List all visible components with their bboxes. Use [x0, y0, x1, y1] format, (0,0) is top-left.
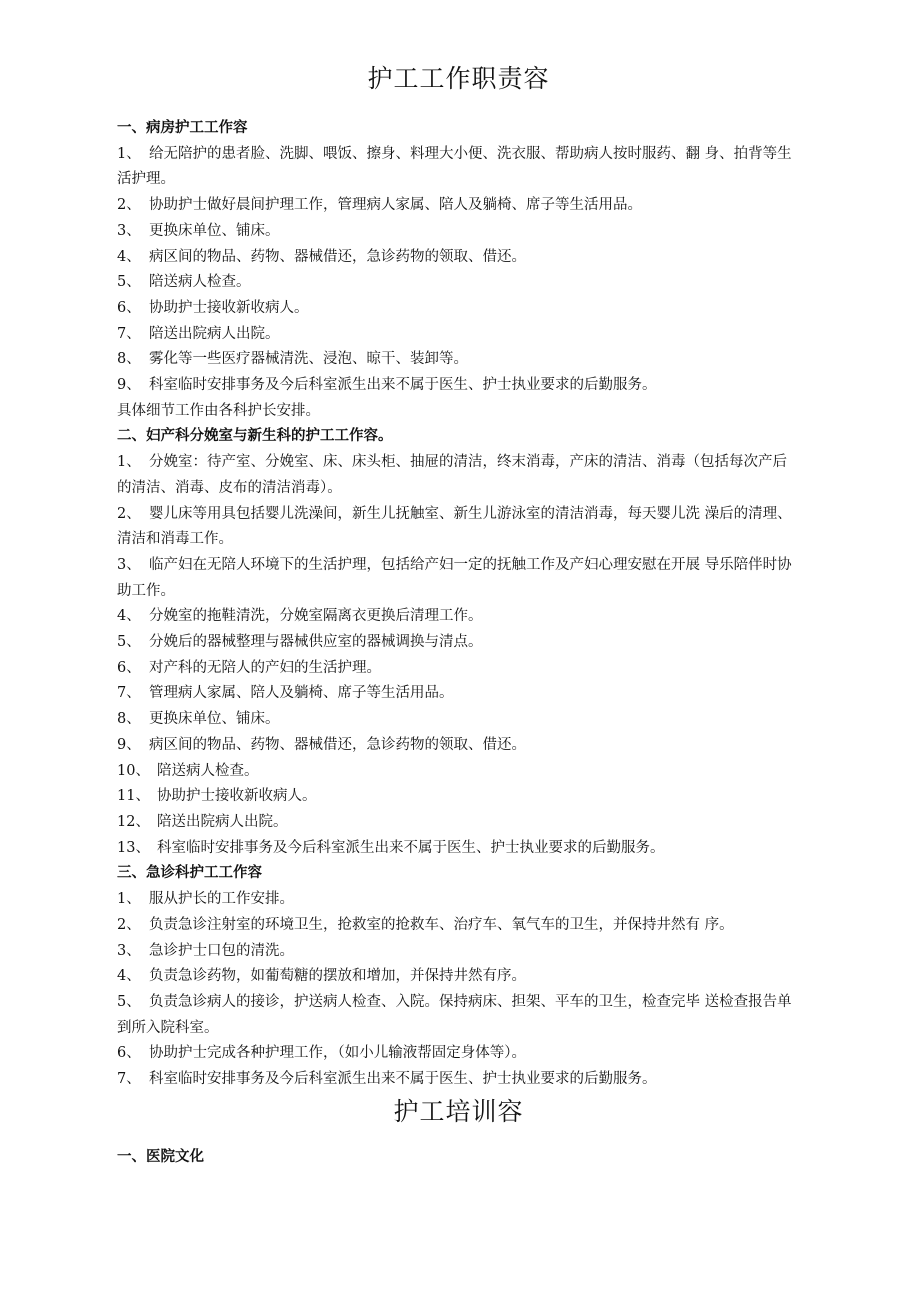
list-item: [117, 656, 800, 682]
list-item: [117, 604, 800, 630]
item-text: 更换床单位、铺床。: [149, 711, 280, 728]
item-text: 分娩室：待产室、分娩室、床、床头柜、抽屉的清洁，终末消毒，产床的清洁、消毒（包括每次产后的清洁、消毒、皮布的清洁消毒）。: [117, 454, 787, 496]
item-number: 6、: [117, 659, 141, 676]
item-text: 病区间的物品、药物、器械借还，急诊药物的领取、借还。: [149, 736, 526, 753]
item-number: 5、: [117, 993, 141, 1010]
section-heading: 二、妇产科分娩室与新生科的护工工作容。: [117, 428, 393, 445]
item-number: 5、: [117, 274, 141, 291]
list-item: [117, 193, 800, 219]
item-number: 3、: [117, 942, 141, 959]
list-item: [117, 964, 800, 990]
list-item: [117, 836, 800, 862]
item-number: 1、: [117, 145, 141, 162]
document-page: [117, 62, 800, 1170]
item-text: 负责急诊注射室的环境卫生，抢救室的抢救车、治疗车、氧气车的卫生，并保持井然有 序。: [149, 916, 734, 933]
item-text: 分娩室的拖鞋清洗，分娩室隔离衣更换后清理工作。: [149, 608, 483, 625]
list-item: [117, 1041, 800, 1067]
item-text: 服从护长的工作安排。: [149, 891, 294, 908]
item-number: 9、: [117, 377, 141, 394]
item-text: 病区间的物品、药物、器械借还，急诊药物的领取、借还。: [149, 248, 526, 265]
item-number: 3、: [117, 556, 141, 573]
list-item: [117, 681, 800, 707]
list-item: [117, 990, 800, 1041]
item-text: 雾化等一些医疗器械清洗、浸泡、晾干、装卸等。: [149, 351, 468, 368]
item-number: 7、: [117, 325, 141, 342]
list-item: [117, 245, 800, 271]
list-item: [117, 784, 800, 810]
list-item: [117, 759, 800, 785]
item-text: 科室临时安排事务及今后科室派生出来不属于医生、护士执业要求的后勤服务。: [157, 839, 665, 856]
item-number: 11、: [117, 788, 150, 805]
item-text: 负责急诊病人的接诊，护送病人检查、入院。保持病床、担架、平车的卫生，检查完毕 送检查报告单到所入院科室。: [117, 993, 792, 1036]
list-item: [117, 296, 800, 322]
list-item: [117, 810, 800, 836]
item-number: 8、: [117, 351, 141, 368]
list-item: [117, 1067, 800, 1093]
item-number: 5、: [117, 634, 141, 651]
item-text: 管理病人家属、陪人及躺椅、席子等生活用品。: [149, 685, 454, 702]
item-number: 3、: [117, 222, 141, 239]
item-text: 协助护士完成各种护理工作，（如小儿输液帮固定身体等）。: [149, 1045, 526, 1062]
item-number: 2、: [117, 197, 141, 214]
item-text: 协助护士做好晨间护理工作，管理病人家属、陪人及躺椅、席子等生活用品。: [149, 197, 642, 214]
list-item: [117, 502, 800, 553]
item-text: 科室临时安排事务及今后科室派生出来不属于医生、护士执业要求的后勤服务。: [149, 377, 657, 394]
list-item: [117, 553, 800, 604]
list-item: [117, 142, 800, 193]
list-item: [117, 707, 800, 733]
item-text: 对产科的无陪人的产妇的生活护理。: [149, 659, 381, 676]
item-text: 协助护士接收新收病人。: [149, 299, 309, 316]
item-number: 4、: [117, 248, 141, 265]
item-text: 陪送病人检查。: [149, 274, 251, 291]
section-note: 具体细节工作由各科护长安排。: [117, 402, 320, 419]
list-item: [117, 450, 800, 501]
item-number: 7、: [117, 1071, 141, 1088]
item-number: 4、: [117, 608, 141, 625]
item-number: 2、: [117, 505, 141, 522]
item-number: 4、: [117, 968, 141, 985]
item-text: 负责急诊药物，如葡萄糖的摆放和增加，并保持井然有序。: [149, 968, 526, 985]
page-title: 护工工作职责容: [367, 64, 550, 93]
item-number: 13、: [117, 839, 150, 856]
item-text: 分娩后的器械整理与器械供应室的器械调换与清点。: [149, 634, 483, 651]
list-item: [117, 887, 800, 913]
item-number: 6、: [117, 1045, 141, 1062]
item-number: 9、: [117, 736, 141, 753]
list-item: [117, 219, 800, 245]
list-item: [117, 630, 800, 656]
item-text: 更换床单位、铺床。: [149, 222, 280, 239]
item-number: 1、: [117, 454, 141, 471]
list-item: [117, 913, 800, 939]
item-text: 临产妇在无陪人环境下的生活护理，包括给产妇一定的抚触工作及产妇心理安慰在开展 导乐陪伴时协助工作。: [117, 556, 792, 599]
training-title: 护工培训容: [393, 1096, 524, 1126]
section-heading: 一、医院文化: [117, 1148, 204, 1165]
item-text: 给无陪护的患者脸、洗脚、喂饭、擦身、料理大小便、洗衣服、帮助病人按时服药、翻 身、拍背等生活护理。: [117, 145, 792, 188]
item-text: 婴儿床等用具包括婴儿洗澡间，新生儿抚触室、新生儿游泳室的清洁消毒，每天婴儿洗 澡后的清理、清洁和消毒工作。: [117, 505, 792, 548]
item-number: 12、: [117, 813, 150, 830]
item-text: 急诊护士口包的清洗。: [149, 942, 294, 959]
item-number: 6、: [117, 299, 141, 316]
item-number: 1、: [117, 891, 141, 908]
item-number: 7、: [117, 685, 141, 702]
item-text: 协助护士接收新收病人。: [157, 788, 317, 805]
list-item: [117, 322, 800, 348]
item-number: 10、: [117, 762, 150, 779]
list-item: [117, 733, 800, 759]
item-number: 2、: [117, 916, 141, 933]
list-item: [117, 373, 800, 399]
item-text: 科室临时安排事务及今后科室派生出来不属于医生、护士执业要求的后勤服务。: [149, 1071, 657, 1088]
item-text: 陪送病人检查。: [157, 762, 259, 779]
list-item: [117, 347, 800, 373]
item-text: 陪送出院病人出院。: [149, 325, 280, 342]
section-heading: 三、急诊科护工工作容: [117, 865, 262, 882]
section-heading: 一、病房护工工作容: [117, 120, 248, 136]
list-item: [117, 270, 800, 296]
item-text: 陪送出院病人出院。: [157, 813, 288, 830]
list-item: [117, 939, 800, 965]
item-number: 8、: [117, 711, 141, 728]
